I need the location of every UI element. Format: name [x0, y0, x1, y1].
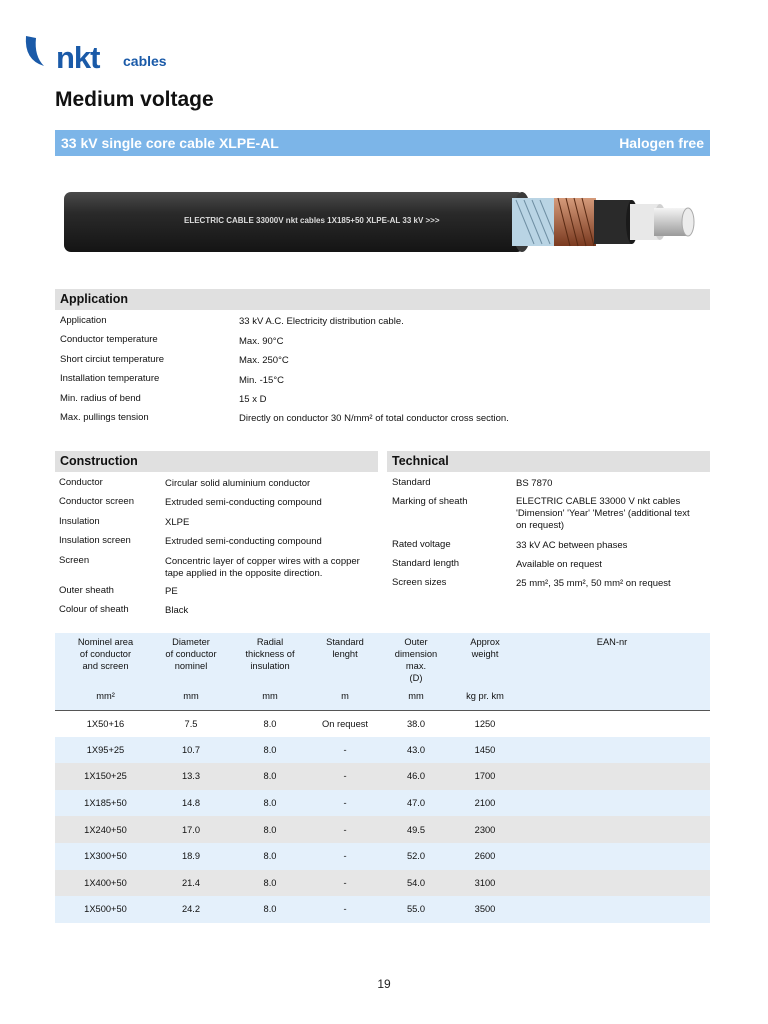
outer-sheath-label: Outer sheath: [59, 585, 114, 596]
installation-temperature-label: Installation temperature: [60, 373, 160, 384]
cell-diameter: 24.2: [181, 904, 201, 915]
cell-weight: 1700: [474, 771, 496, 782]
page-title: Medium voltage: [55, 88, 214, 111]
cell-weight: 2300: [474, 824, 496, 835]
header-nominal-area: Nominel area of conductor and screen: [77, 637, 134, 671]
sheath-colour-label: Colour of sheath: [59, 604, 129, 615]
cell-thickness: 8.0: [263, 744, 277, 755]
technical-header: Technical: [387, 451, 710, 472]
min-radius-of-bend-value: 15 x D: [239, 394, 267, 405]
cell-weight: 1450: [474, 744, 496, 755]
cell-diameter: 10.7: [181, 744, 201, 755]
cell-weight: 1250: [474, 718, 496, 729]
table-unit-row: [55, 684, 710, 710]
cell-nominal-area: 1X95+25: [86, 744, 125, 755]
cell-weight: 3500: [474, 904, 496, 915]
cell-outer-dimension: 52.0: [406, 851, 426, 862]
table-row: [55, 896, 710, 923]
standard-label: Standard: [392, 477, 431, 488]
cell-nominal-area: 1X500+50: [84, 904, 127, 915]
unit-insulation-thickness: mm: [226, 684, 314, 710]
product-title: 33 kV single core cable XLPE-AL: [61, 135, 279, 151]
standard-length-value: Available on request: [516, 559, 602, 570]
cell-ean: [514, 870, 710, 897]
table-row: [55, 763, 710, 790]
cell-ean: [514, 710, 710, 737]
cell-length: -: [343, 851, 347, 862]
cell-ean: [514, 896, 710, 923]
unit-standard-length: m: [314, 684, 376, 710]
cell-length: -: [343, 744, 347, 755]
header-insulation-thickness: Radial thickness of insulation: [245, 637, 295, 671]
product-title-bar: [55, 130, 710, 156]
short-circuit-temperature-label: Short circiut temperature: [60, 354, 165, 365]
header-conductor-diameter: Diameter of conductor nominel: [165, 637, 217, 671]
marking-of-sheath-value: ELECTRIC CABLE 33000 V nkt cables: [516, 496, 681, 507]
cell-length: -: [343, 798, 347, 809]
cell-thickness: 8.0: [263, 824, 277, 835]
halogen-free-tag: Halogen free: [619, 135, 704, 151]
cell-length: On request: [322, 718, 368, 729]
screen-value: Concentric layer of copper wires with a copper: [165, 556, 360, 567]
cell-weight: 2100: [474, 798, 496, 809]
conductor-temperature-label: Conductor temperature: [60, 334, 158, 345]
max-pulling-tension-label: Max. pullings tension: [60, 412, 149, 423]
cell-weight: 3100: [474, 877, 496, 888]
screen-value-line2: tape applied in the opposite direction.: [165, 568, 323, 579]
sheath-colour-value: Black: [165, 605, 189, 616]
conductor-temperature-value: Max. 90°C: [239, 336, 284, 347]
cell-outer-dimension: 38.0: [406, 718, 426, 729]
cell-diameter: 17.0: [181, 824, 201, 835]
short-circuit-temperature-value: Max. 250°C: [239, 355, 289, 366]
screen-sizes-label: Screen sizes: [392, 577, 447, 588]
marking-of-sheath-value-line2: 'Dimension' 'Year' 'Metres' (additional text: [516, 508, 690, 519]
cell-outer-dimension: 55.0: [406, 904, 426, 915]
max-pulling-tension-value: Directly on conductor 30 N/mm² of total conductor cross section.: [239, 413, 509, 424]
table-header-row: [55, 633, 710, 684]
header-approx-weight: Approx weight: [470, 637, 500, 659]
rated-voltage-value: 33 kV AC between phases: [516, 540, 628, 551]
cell-diameter: 18.9: [181, 851, 201, 862]
conductor-label: Conductor: [59, 477, 103, 488]
cell-outer-dimension: 46.0: [406, 771, 426, 782]
cell-weight: 2600: [474, 851, 496, 862]
cell-nominal-area: 1X300+50: [84, 851, 127, 862]
page-number: 19: [377, 977, 391, 991]
cell-diameter: 14.8: [181, 798, 201, 809]
cell-outer-dimension: 43.0: [406, 744, 426, 755]
cell-nominal-area: 1X185+50: [84, 798, 127, 809]
table-row: [55, 870, 710, 897]
marking-of-sheath-label: Marking of sheath: [392, 496, 468, 507]
cell-nominal-area: 1X400+50: [84, 877, 127, 888]
cable-illustration: [64, 186, 714, 260]
standard-value: BS 7870: [516, 478, 553, 489]
insulation-screen-value: Extruded semi-conducting compound: [165, 536, 322, 547]
header-ean-nr: EAN-nr: [596, 637, 628, 647]
insulation-screen-label: Insulation screen: [59, 535, 131, 546]
insulation-value: XLPE: [165, 517, 190, 528]
cell-ean: [514, 843, 710, 870]
cell-ean: [514, 763, 710, 790]
cell-length: -: [343, 824, 347, 835]
header-outer-dimension: Outer dimension max. (D): [394, 637, 438, 683]
cell-nominal-area: 1X150+25: [84, 771, 127, 782]
standard-length-label: Standard length: [392, 558, 460, 569]
cell-thickness: 8.0: [263, 877, 277, 888]
table-row: [55, 790, 710, 817]
table-row: [55, 710, 710, 737]
logo-subword: cables: [123, 53, 167, 69]
cell-length: -: [343, 877, 347, 888]
application-value: 33 kV A.C. Electricity distribution cable.: [239, 316, 404, 327]
cell-diameter: 13.3: [181, 771, 201, 782]
cell-outer-dimension: 49.5: [406, 824, 426, 835]
unit-conductor-diameter: mm: [156, 684, 226, 710]
unit-approx-weight: kg pr. km: [456, 684, 514, 710]
outer-sheath-value: PE: [165, 586, 178, 597]
application-label: Application: [60, 315, 107, 326]
conductor-value: Circular solid aluminium conductor: [165, 478, 311, 489]
min-radius-of-bend-label: Min. radius of bend: [60, 393, 141, 404]
cell-diameter: 7.5: [184, 718, 198, 729]
cell-thickness: 8.0: [263, 798, 277, 809]
unit-nominal-area: mm²: [55, 684, 156, 710]
cell-nominal-area: 1X50+16: [86, 718, 125, 729]
cell-thickness: 8.0: [263, 718, 277, 729]
screen-label: Screen: [59, 555, 90, 566]
cell-thickness: 8.0: [263, 771, 277, 782]
header-standard-length: Standard lenght: [326, 637, 364, 659]
cell-ean: [514, 816, 710, 843]
cell-thickness: 8.0: [263, 904, 277, 915]
cell-outer-dimension: 54.0: [406, 877, 426, 888]
construction-header: Construction: [55, 451, 378, 472]
cell-diameter: 21.4: [181, 877, 201, 888]
cell-ean: [514, 737, 710, 764]
conductor-screen-value: Extruded semi-conducting compound: [165, 497, 322, 508]
unit-ean-nr: [514, 684, 710, 710]
cable-spec-table: [55, 633, 710, 923]
cell-nominal-area: 1X240+50: [84, 824, 127, 835]
marking-of-sheath-value-line3: on request): [516, 520, 565, 531]
conductor-screen-label: Conductor screen: [59, 496, 134, 507]
logo-wordmark: nkt: [56, 40, 100, 75]
nkt-cables-logo: [22, 26, 167, 75]
insulation-label: Insulation: [59, 516, 100, 527]
cell-ean: [514, 790, 710, 817]
installation-temperature-value: Min. -15°C: [239, 375, 284, 386]
table-row: [55, 737, 710, 764]
table-row: [55, 843, 710, 870]
screen-sizes-value: 25 mm², 35 mm², 50 mm² on request: [516, 578, 671, 589]
unit-outer-dimension: mm: [376, 684, 456, 710]
application-header: Application: [55, 289, 710, 310]
cell-length: -: [343, 904, 347, 915]
cable-print-text: ELECTRIC CABLE 33000V nkt cables 1X185+50 XLPE-AL 33 kV >>>: [184, 216, 440, 225]
cell-outer-dimension: 47.0: [406, 798, 426, 809]
cell-thickness: 8.0: [263, 851, 277, 862]
cell-length: -: [343, 771, 347, 782]
rated-voltage-label: Rated voltage: [392, 539, 451, 550]
table-row: [55, 816, 710, 843]
